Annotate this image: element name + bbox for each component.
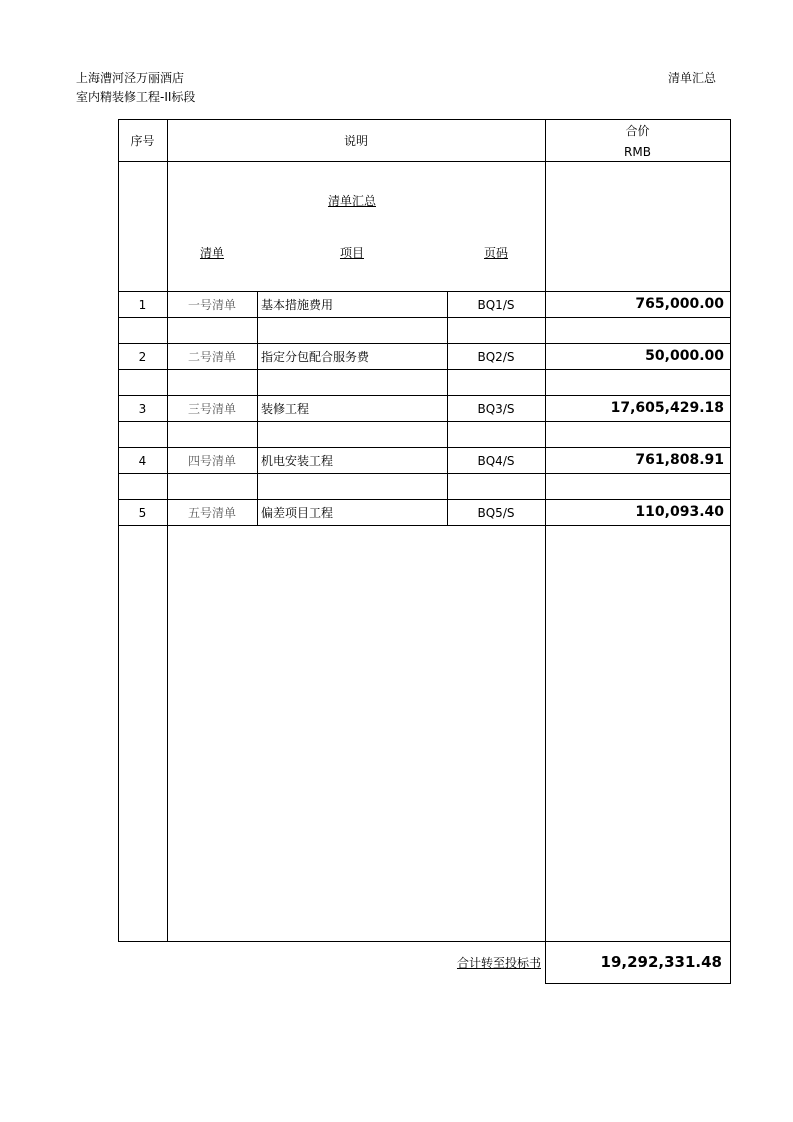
row-item: 装修工程 xyxy=(261,402,310,416)
row-amount: 110,093.40 xyxy=(635,504,724,520)
row-list: 一号清单 xyxy=(187,298,236,312)
row-no: 5 xyxy=(138,506,147,520)
col-header-currency: RMB xyxy=(624,145,651,159)
row-amount: 761,808.91 xyxy=(635,452,724,468)
row-list: 四号清单 xyxy=(187,454,236,468)
col-header-price: 合价 xyxy=(625,124,650,138)
row-item: 指定分包配合服务费 xyxy=(261,350,370,364)
row-item: 偏差项目工程 xyxy=(261,506,334,520)
row-no: 2 xyxy=(138,350,147,364)
row-list: 二号清单 xyxy=(187,350,236,364)
row-amount: 765,000.00 xyxy=(635,296,724,312)
row-page: BQ5/S xyxy=(477,506,515,520)
project-name: 上海漕河泾万丽酒店 xyxy=(76,71,185,85)
row-no: 4 xyxy=(138,454,147,468)
sub-header-list: 清单 xyxy=(199,246,224,260)
row-item: 机电安装工程 xyxy=(261,454,334,468)
row-no: 1 xyxy=(138,298,147,312)
col-header-no: 序号 xyxy=(130,134,155,148)
col-header-desc: 说明 xyxy=(343,134,368,148)
row-item: 基本措施费用 xyxy=(261,298,334,312)
row-list: 三号清单 xyxy=(187,402,236,416)
total-value: 19,292,331.48 xyxy=(600,953,722,971)
row-amount: 50,000.00 xyxy=(645,348,724,364)
row-no: 3 xyxy=(138,402,147,416)
row-page: BQ3/S xyxy=(477,402,515,416)
row-page: BQ2/S xyxy=(477,350,515,364)
row-page: BQ4/S xyxy=(477,454,515,468)
sub-header-item: 项目 xyxy=(339,246,364,260)
total-label: 合计转至投标书 xyxy=(456,956,541,970)
page-title: 清单汇总 xyxy=(668,71,717,85)
sub-header-page: 页码 xyxy=(483,246,508,260)
row-amount: 17,605,429.18 xyxy=(610,400,724,416)
project-subtitle: 室内精装修工程-II标段 xyxy=(76,90,196,104)
row-page: BQ1/S xyxy=(477,298,515,312)
row-list: 五号清单 xyxy=(187,506,236,520)
section-title: 清单汇总 xyxy=(327,194,376,208)
